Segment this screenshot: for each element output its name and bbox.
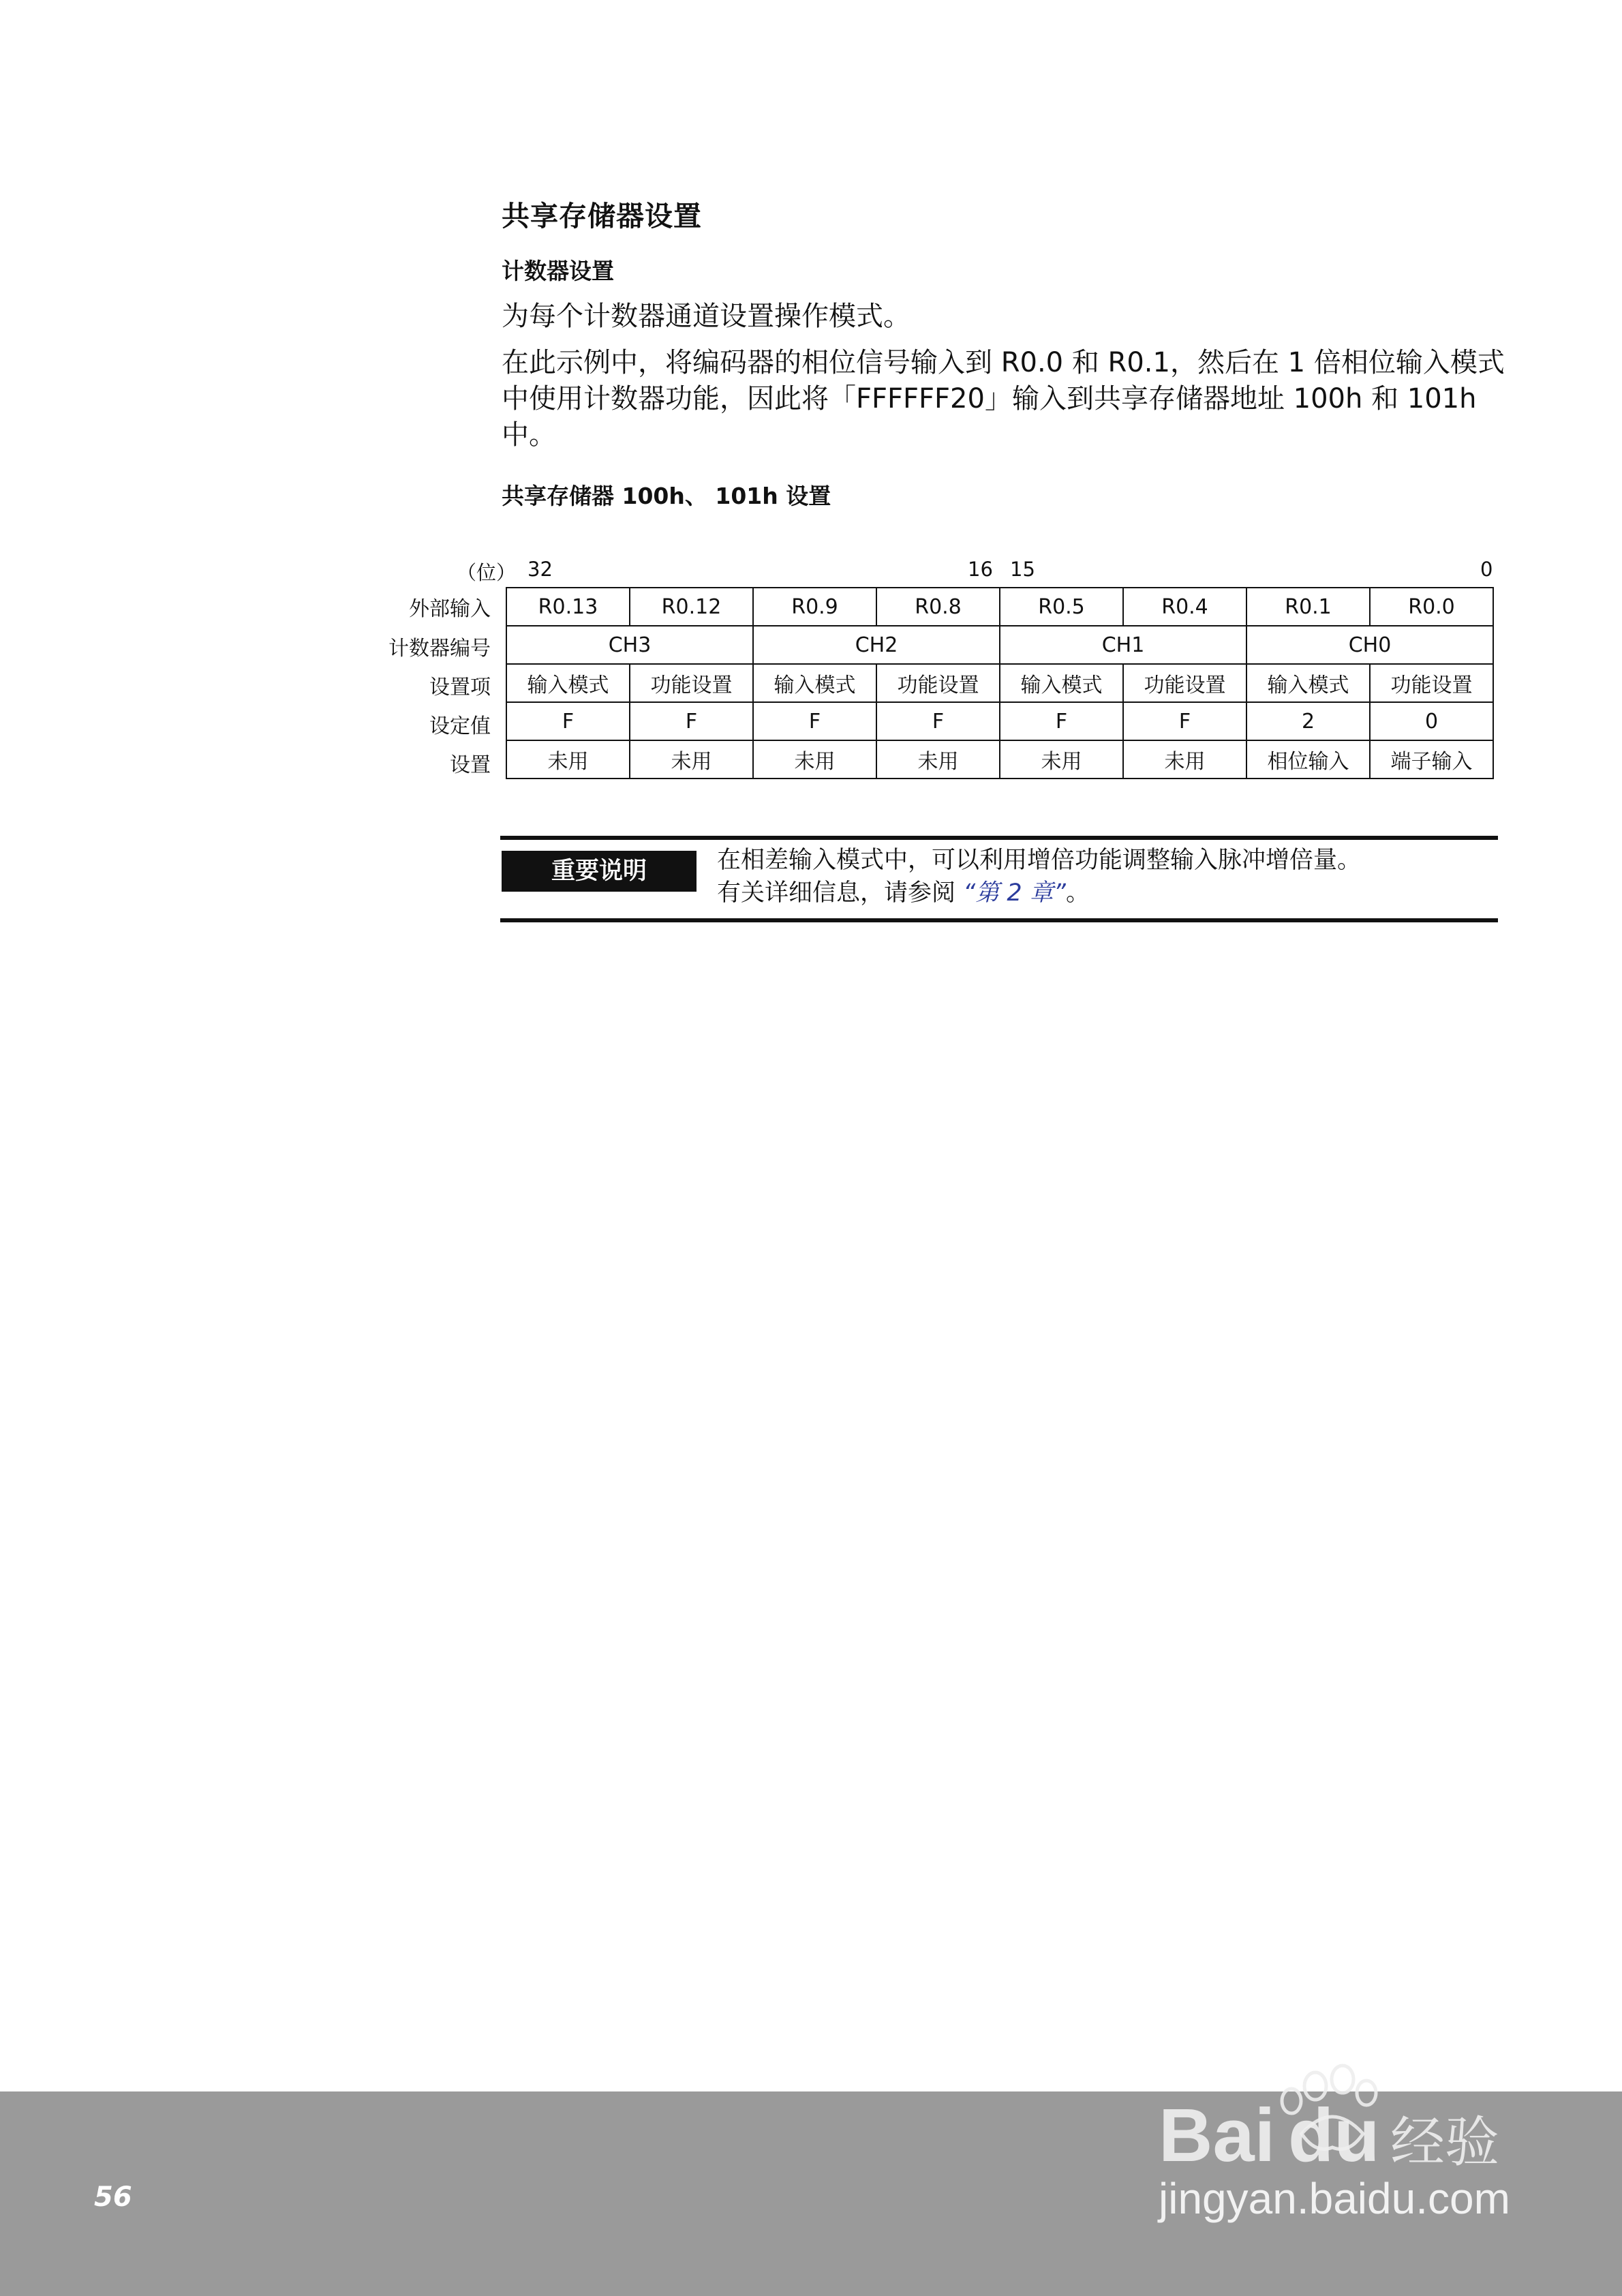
paragraph-example: 在此示例中，将编码器的相位信号输入到 R0.0 和 R0.1，然后在 1 倍相位输入模式中使用计数器功能，因此将「FFFFFF20」输入到共享存储器地址 100h 和 101h 中。 [502,347,1505,451]
chapter-2-link[interactable]: “第 2 章” [963,879,1066,907]
watermark-url: jingyan.baidu.com [1159,2174,1510,2223]
table-cell: F [1123,702,1246,740]
table-cell: 0 [1370,702,1493,740]
table-cell: 输入模式 [506,664,630,702]
table-cell: R0.0 [1370,588,1493,626]
bit-unit-label: （位） [457,561,517,584]
important-line-2-suffix: 。 [1065,879,1090,907]
row-label-setting: 设置 [450,753,491,777]
table-cell: R0.13 [506,588,630,626]
table-cell: F [753,702,876,740]
section-heading: 共享存储器设置 [502,200,702,232]
table-cell: R0.1 [1246,588,1370,626]
bit-15-label: 15 [1010,558,1035,581]
shared-memory-table [506,587,1494,779]
svg-text:du: du [1288,2094,1380,2177]
table-cell-channel: CH2 [753,626,1000,664]
important-line-2-prefix: 有关详细信息，请参阅 [717,879,964,907]
svg-text:Bai: Bai [1159,2094,1276,2177]
row-label-external-input: 外部输入 [409,597,491,621]
table-cell-channel: CH1 [1000,626,1246,664]
row-label-setting-item: 设置项 [429,676,491,699]
table-cell: 输入模式 [753,664,876,702]
row-label-setting-value: 设定值 [429,714,491,738]
table-cell: 相位输入 [1246,740,1370,779]
table-cell: 未用 [1123,740,1246,779]
table-cell: F [506,702,630,740]
table-cell-channel: CH3 [506,626,753,664]
bit-32-label: 32 [527,558,553,581]
table-cell: F [1000,702,1123,740]
table-cell: R0.4 [1123,588,1246,626]
important-line-2 [717,877,1361,909]
table-row-setting-item [506,664,1493,702]
table-title: 共享存储器 100h、 101h 设置 [502,483,831,509]
table-cell: 功能设置 [1123,664,1246,702]
note-bottom-rule [500,918,1498,922]
important-badge: 重要说明 [502,851,697,892]
svg-text:经验: 经验 [1390,2111,1499,2174]
important-text [717,844,1361,909]
bit-0-label: 0 [1480,558,1493,581]
table-cell: R0.5 [1000,588,1123,626]
table-row-setting [506,740,1493,779]
page-number: 56 [94,2181,132,2213]
table-row-external-input [506,588,1493,626]
table-cell: R0.12 [630,588,753,626]
table-cell: F [876,702,1000,740]
table-cell: 功能设置 [1370,664,1493,702]
table-cell: 2 [1246,702,1370,740]
row-label-counter-number: 计数器编号 [388,637,491,661]
table-row-setting-value [506,702,1493,740]
paragraph-intro: 为每个计数器通道设置操作模式。 [502,301,911,332]
table-cell: 未用 [753,740,876,779]
table-cell: 功能设置 [630,664,753,702]
important-line-1: 在相差输入模式中，可以利用增倍功能调整输入脉冲增倍量。 [717,847,1362,874]
table-cell: 未用 [876,740,1000,779]
subsection-heading: 计数器设置 [502,258,614,284]
table-cell: 未用 [506,740,630,779]
table-cell-channel: CH0 [1246,626,1493,664]
note-top-rule [500,836,1498,840]
table-cell: 输入模式 [1246,664,1370,702]
bit-16-label: 16 [968,558,993,581]
table-row-channel [506,626,1493,664]
table-cell: F [630,702,753,740]
table-cell: 输入模式 [1000,664,1123,702]
table-cell: 未用 [630,740,753,779]
table-cell: R0.9 [753,588,876,626]
table-cell: 功能设置 [876,664,1000,702]
table-cell: 端子输入 [1370,740,1493,779]
table-cell: 未用 [1000,740,1123,779]
table-cell: R0.8 [876,588,1000,626]
